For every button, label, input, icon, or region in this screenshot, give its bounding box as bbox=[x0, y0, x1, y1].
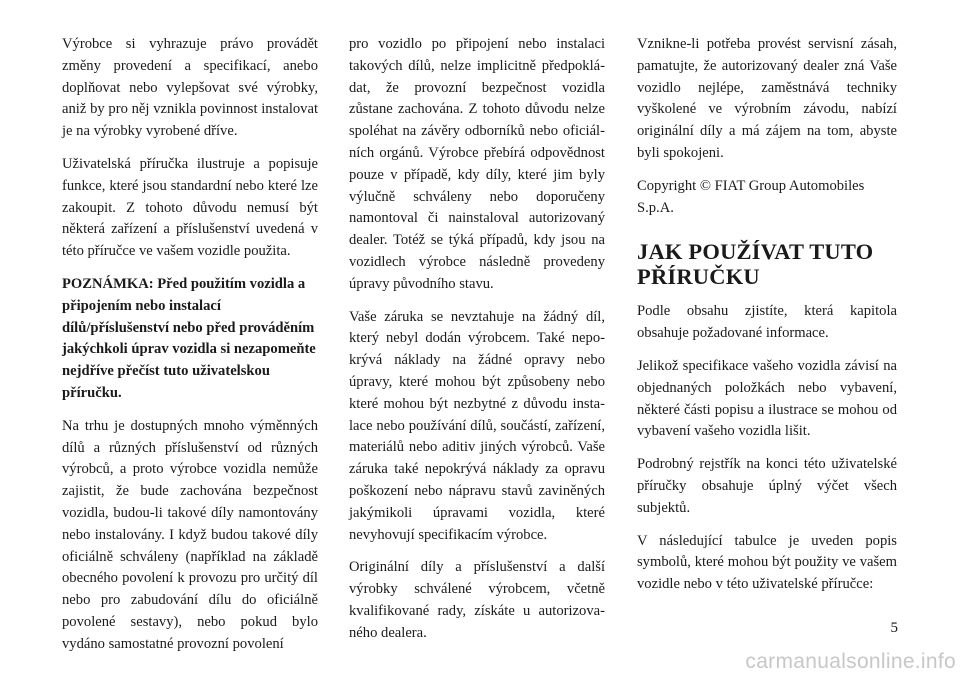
paragraph-symbols-table: V následující tabulce je uveden popis symbolů, které mohou být použity ve vašem vozidle nebo v této uživatelské příručce: bbox=[637, 532, 897, 593]
paragraph-manufacturer-rights: Výrobce si vyhrazuje právo provádět změny provedení a specifikací, anebo doplňovat nebo vylepšovat své výrobky, aniž by pro něj vznikla povinnost instalovat je na výrobky vyrobené dříve. bbox=[62, 36, 318, 140]
text-column-middle bbox=[349, 34, 605, 656]
paragraph-operating-safety: pro vozidlo po připojení nebo instalaci takových dílů, nelze implicitně předpokládat, že provozní bezpečnost vozidla zůstane zachována. Z tohoto důvodu nelze spoléhat na závěry odborníků nebo oficiálních orgánů. Výrobce přebírá odpovědnost pouze v případě, kdy díly, které jim byly výlučně schváleny nebo doporučeny namontoval či nainstaloval autorizovaný dealer. Totéž se týká případů, kdy jsou na vozidlech výrobce následně provedeny úpravy původního stavu. bbox=[349, 36, 605, 292]
copyright-notice: Copyright © FIAT Group Automobiles S.p.A. bbox=[637, 177, 865, 216]
paragraph-specifications: Jelikož specifikace vašeho vozidla závisí na objednaných položkách nebo vybavení, některé části popisu a ilustrace se mohou od vybavení vašeho vozidla lišit. bbox=[637, 357, 897, 440]
paragraph-contents: Podle obsahu zjistíte, která kapitola obsahuje požadované informace. bbox=[637, 303, 897, 342]
watermark: carmanualsonline.info bbox=[745, 650, 956, 673]
paragraph-manual-scope: Uživatelská příručka ilustruje a popisuje funkce, které jsou standardní nebo které lze zakoupit. Z tohoto důvodu nemusí být některá zařízení a příslušenství uvedená v této příručce ve vašem vozidle použita. bbox=[62, 155, 318, 260]
text-column-right bbox=[637, 34, 897, 607]
section-heading: JAK POUŽÍVAT TUTO PŘÍRUČKU bbox=[637, 239, 874, 290]
paragraph-service: Vznikne-li potřeba provést servisní zásah, pamatujte, že autorizovaný dealer zná Vaše vozidlo nejlépe, zaměstnává techniky vyškolené ve výrobním závodu, nabízí originální díly a má zájem na tom, abyste byli spokojeni. bbox=[637, 36, 897, 161]
paragraph-aftermarket-parts: Na trhu je dostupných mnoho výměnných dílů a různých příslušenství od různých výrobců, a proto výrobce vozidla nemůže zajistit, že bude zachována bezpečnost vozidla, budou-li takové díly namontovány nebo instalovány. I když budou takové díly oficiálně schváleny (například na základě obecného povolení k provozu pro určitý díl nebo pro zabudování dílu do oficiálně povolené sestavy), nebo pokud bylo vydáno samostatné provozní povolení bbox=[62, 417, 318, 652]
paragraph-original-parts: Originální díly a příslušenství a další výrobky schválené výrobcem, včetně kvalifikované rady, získáte u autorizovaného dealera. bbox=[349, 559, 605, 641]
paragraph-index: Podrobný rejstřík na konci této uživatelské příručky obsahuje úplný výčet všech subjektů. bbox=[637, 456, 897, 516]
page-number: 5 bbox=[890, 620, 898, 636]
note-read-manual: POZNÁMKA: Před použitím vozidla a připojením nebo instalací dílů/příslušenství nebo před prováděním jakýchkoli úprav vozidla si nezapomeňte nejdříve přečíst tuto uživatelskou příručku. bbox=[62, 275, 316, 401]
paragraph-warranty: Vaše záruka se nevztahuje na žádný díl, který nebyl dodán výrobcem. Také nepokrývá náklady na žádné opravy nebo úpravy, které mohou být způsobeny nebo které mohou být nezbytné z důvodu instalace nebo používání dílů, součástí, zařízení, materiálů nebo aditiv jiných výrobců. Vaše záruka také nepokrývá náklady za opravu poškození nebo nápravu stavů zaviněných jakýmikoli úpravami vozidla, které nevyhovují specifikacím výrobce. bbox=[349, 308, 605, 543]
text-column-left bbox=[62, 34, 318, 667]
